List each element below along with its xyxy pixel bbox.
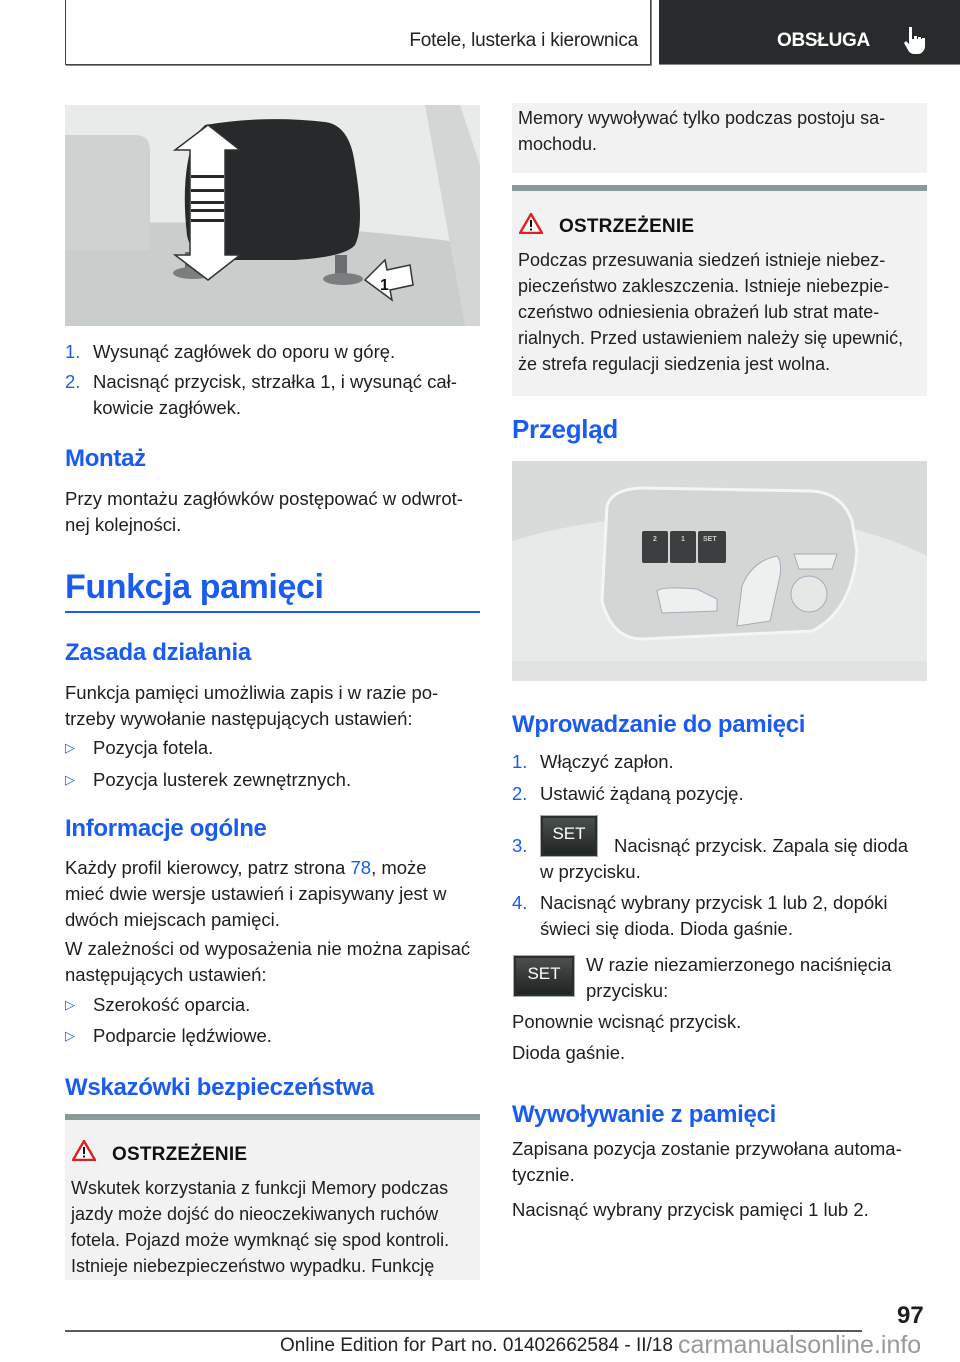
header-chapter-tab[interactable] — [659, 0, 960, 64]
page-number: 97 — [897, 1302, 924, 1329]
heading-zasada-dzialania: Zasada działania — [65, 639, 251, 666]
store-step-3: 3. SET Nacisnąć przycisk. Zapala się dioda w przycisku. — [512, 833, 927, 885]
press-again-text: Ponownie wcisnąć przycisk. — [512, 1011, 742, 1032]
warning-triangle-icon — [72, 1140, 96, 1161]
svg-text:SET: SET — [703, 536, 717, 543]
informacje-para-2: W zależności od wyposażenia nie można zapisać następujących ustawień: — [65, 938, 471, 985]
header-section-title: Fotele, lusterka i kierownica — [409, 30, 638, 51]
warning-box-1 — [65, 1114, 480, 1280]
warning-text: Podczas przesuwania siedzeń istnieje niebez- pieczeństwo zakleszczenia. Istnieje niebezpie- czeństwo odniesienia obrażeń lub strat mate- rialnych. Przed ustawieniem należy się upewnić, że strefa regulacji siedzenia jest wolna. — [518, 250, 904, 374]
set-button-icon: SET — [513, 955, 575, 997]
heading-wywolywanie: Wywoływanie z pamięci — [512, 1101, 777, 1128]
triangle-bullet-icon: ▷ — [65, 997, 75, 1012]
heading-funkcja-pamieci: Funkcja pamięci — [65, 568, 324, 606]
warning-triangle-icon — [519, 213, 543, 234]
warning-title: OSTRZEŻENIE — [559, 216, 695, 237]
recall-text: Zapisana pozycja zostanie przywołana automa- tycznie. — [512, 1138, 902, 1185]
set-button-icon: SET — [540, 815, 598, 857]
unintended-press-note: W razie niezamierzonego naciśnięcia przycisku: — [586, 954, 892, 1001]
headrest-figure — [65, 105, 480, 326]
footer-edition: Online Edition for Part no. 01402662584 - II/18 — [280, 1335, 673, 1356]
heading-przeglad: Przegląd — [512, 414, 618, 444]
diode-off-text: Dioda gaśnie. — [512, 1042, 626, 1063]
informacje-para-1: Każdy profil kierowcy, patrz strona 78, może mieć dwie wersje ustawień i zapisywany jest w dwóch miejscach pamięci. — [65, 857, 447, 930]
warning-text: Wskutek korzystania z funkcji Memory podczas jazdy może dojść do nieoczekiwanych ruchów fotela. Pojazd może wymknąć się spod kontroli. Istnieje niebezpieczeństwo wypadku. Funkcję — [71, 1178, 450, 1276]
page-ref-link[interactable]: 78 — [350, 857, 372, 878]
seat-controls-figure — [512, 461, 927, 681]
svg-text:1: 1 — [380, 277, 389, 294]
hand-pointer-icon — [902, 25, 928, 55]
heading-informacje-ogolne: Informacje ogólne — [65, 815, 267, 842]
svg-text:2: 2 — [653, 536, 657, 543]
svg-text:1: 1 — [681, 536, 685, 543]
triangle-bullet-icon: ▷ — [65, 740, 75, 755]
warning-box-2 — [512, 185, 927, 396]
triangle-bullet-icon: ▷ — [65, 772, 75, 787]
warning-title: OSTRZEŻENIE — [112, 1144, 248, 1165]
header-section-box — [65, 0, 651, 65]
store-step-4: 4. Nacisnąć wybrany przycisk 1 lub 2, dopóki świeci się dioda. Dioda gaśnie. — [512, 892, 888, 939]
zasada-text: Funkcja pamięci umożliwia zapis i w razie po- trzeby wywołanie następujących ustawień: — [65, 682, 439, 729]
heading-montaz: Montaż — [65, 445, 146, 472]
footer-watermark: carmanualsonline.info — [678, 1331, 922, 1359]
heading-wskazowki: Wskazówki bezpieczeństwa — [65, 1074, 374, 1101]
recall-instruction: Nacisnąć wybrany przycisk pamięci 1 lub 2. — [512, 1199, 869, 1220]
header-chapter-label: OBSŁUGA — [777, 30, 870, 51]
removal-step-2: 2. Nacisnąć przycisk, strzałka 1, i wysunąć cał- kowicie zagłówek. — [65, 371, 457, 418]
montaz-text: Przy montażu zagłówków postępować w odwrot- nej kolejności. — [65, 488, 463, 535]
heading-wprowadzanie: Wprowadzanie do pamięci — [512, 711, 806, 738]
triangle-bullet-icon: ▷ — [65, 1028, 75, 1043]
heading-underline — [65, 611, 480, 613]
warning-box-1-continued: Memory wywoływać tylko podczas postoju sa- mochodu. — [512, 103, 927, 173]
